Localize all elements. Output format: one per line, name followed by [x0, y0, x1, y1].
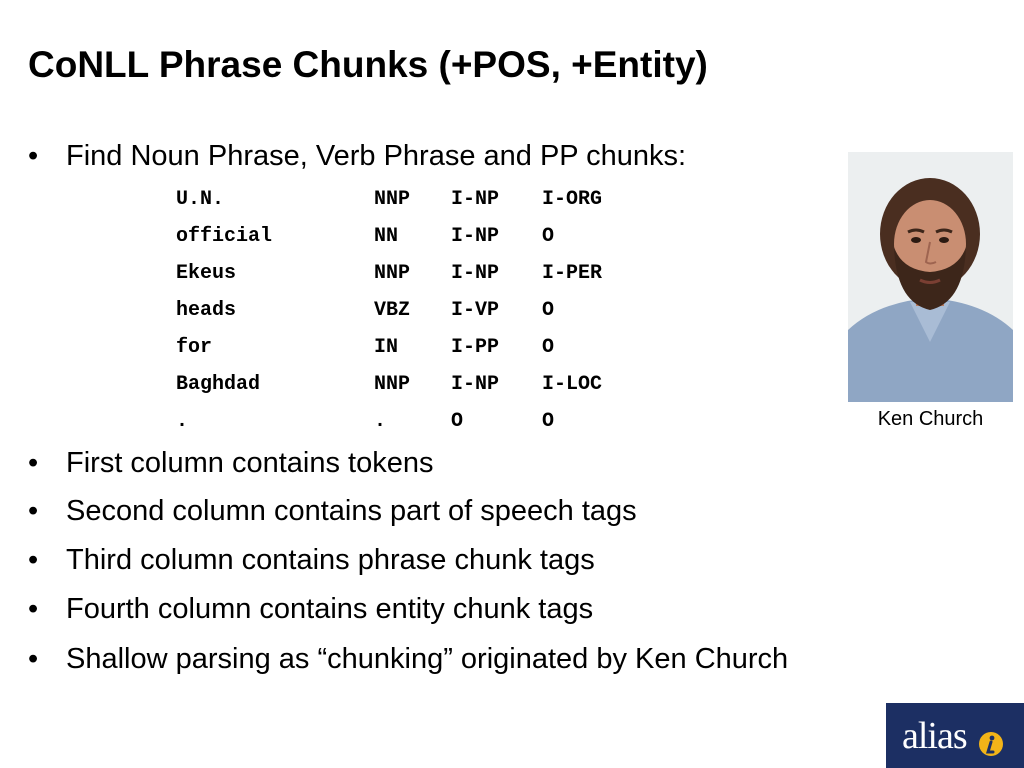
pos-cell: IN: [374, 336, 399, 359]
ken-church-photo: [848, 152, 1013, 402]
conll-row: [176, 181, 603, 218]
conll-row: [176, 366, 603, 403]
chunk-cell: I-NP: [451, 262, 500, 285]
bullet-text: Shallow parsing as “chunking” originated by Ken Church: [66, 643, 789, 675]
entity-cell: O: [542, 410, 555, 433]
pos-cell: .: [374, 410, 387, 433]
entity-cell: I-LOC: [542, 373, 603, 396]
entity-cell: I-ORG: [542, 188, 603, 211]
token-cell: heads: [176, 299, 237, 322]
token-cell: Ekeus: [176, 262, 237, 285]
bullet-text: Third column contains phrase chunk tags: [66, 544, 595, 576]
logo-wordmark: alias: [902, 715, 967, 757]
chunk-cell: I-NP: [451, 225, 500, 248]
token-cell: .: [176, 410, 189, 433]
conll-row: [176, 255, 603, 292]
bullet-text: First column contains tokens: [66, 447, 434, 479]
conll-row: [176, 403, 555, 440]
chunk-cell: I-NP: [451, 373, 500, 396]
token-cell: Baghdad: [176, 373, 261, 396]
token-cell: U.N.: [176, 188, 225, 211]
pos-cell: NNP: [374, 262, 411, 285]
bullet-marker: •: [28, 643, 39, 675]
token-cell: for: [176, 336, 213, 359]
token-cell: official: [176, 225, 273, 248]
bullet-text: Fourth column contains entity chunk tags: [66, 593, 594, 625]
bullet-marker: •: [28, 140, 39, 172]
bullet-marker: •: [28, 447, 39, 479]
conll-row: [176, 218, 555, 255]
portrait-illustration: [848, 152, 1013, 402]
pos-cell: VBZ: [374, 299, 411, 322]
conll-row: [176, 292, 555, 329]
bullet-marker: •: [28, 544, 39, 576]
chunk-cell: O: [451, 410, 464, 433]
chunk-cell: I-PP: [451, 336, 500, 359]
bullet-marker: •: [28, 593, 39, 625]
photo-caption: Ken Church: [877, 408, 984, 430]
chunk-cell: I-NP: [451, 188, 500, 211]
pos-cell: NN: [374, 225, 399, 248]
pos-cell: NNP: [374, 373, 411, 396]
i-glyph-icon: [979, 732, 1003, 756]
bullet-text: Second column contains part of speech tags: [66, 495, 637, 527]
alias-i-logo: [886, 703, 1024, 768]
entity-cell: O: [542, 336, 555, 359]
chunk-cell: I-VP: [451, 299, 500, 322]
bullet-text: Find Noun Phrase, Verb Phrase and PP chunks:: [66, 140, 687, 172]
entity-cell: O: [542, 299, 555, 322]
pos-cell: NNP: [374, 188, 411, 211]
logo-i-badge: [979, 732, 1003, 756]
conll-table: [176, 181, 603, 440]
slide-title: CoNLL Phrase Chunks (+POS, +Entity): [28, 44, 708, 85]
entity-cell: O: [542, 225, 555, 248]
entity-cell: I-PER: [542, 262, 603, 285]
bullet-marker: •: [28, 495, 39, 527]
conll-row: [176, 329, 555, 366]
